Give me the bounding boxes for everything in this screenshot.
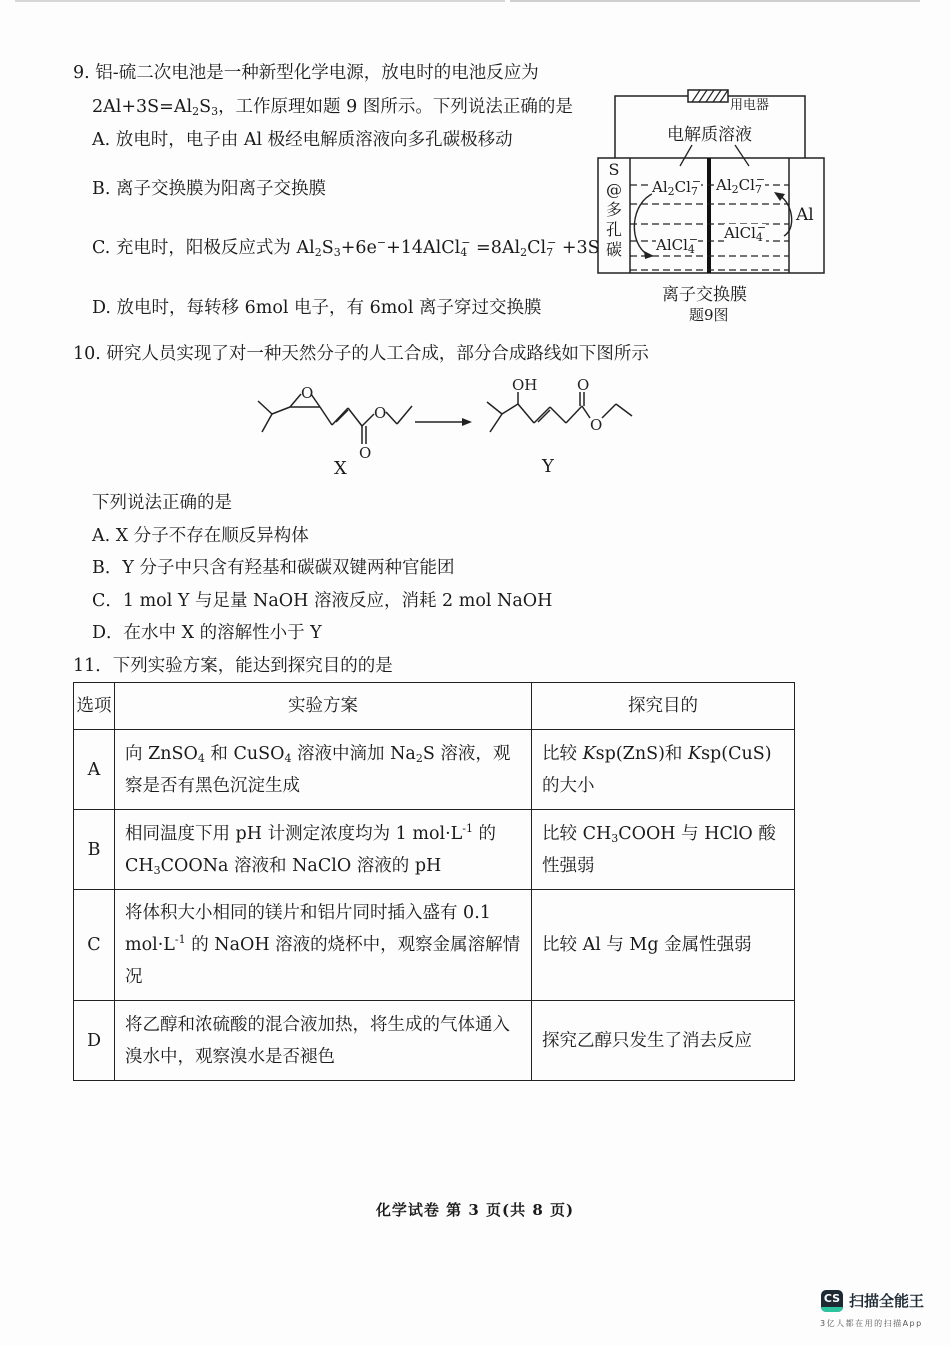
q9-option-d: D. 放电时，每转移 6mol 电子，有 6mol 离子穿过交换膜 [92,298,542,318]
ion-left-bottom: AlCl$_4$− [656,233,699,256]
q9-stem-line2 [92,96,573,118]
watermark-app-name: 扫描全能王 [849,1292,925,1310]
battery-diagram [592,88,832,328]
table-row [74,1001,795,1081]
atom-carbonyl-o-y: O [577,376,590,394]
row-goal: 探究乙醇只发生了消去反应 [532,1001,795,1081]
q10-number: 10. [73,344,101,364]
row-option: D [74,1001,115,1081]
atom-oh: OH [512,376,538,394]
q10-option-a: A. X 分子不存在顺反异构体 [92,526,309,546]
row-option: B [74,810,115,890]
q9-option-c-formula: $Al_2S_3+6e^-+14AlCl_4^- =8Al_2Cl_7^- +3S$ [296,236,600,259]
q9-number: 9. [73,63,90,83]
ion-right-top: $Al_2Cl_7^-$ [716,173,766,196]
q11-stem-text: 下列实验方案，能达到探究目的的是 [112,656,393,676]
row-goal: 比较 $CH_3COOH$ 与 HClO 酸性强弱 [532,810,795,890]
q9-stem-text: ，工作原理如题 9 图所示。下列说法正确的是 [218,97,573,117]
q11-stem [73,655,393,677]
subscript: 2 [192,105,200,118]
atom-epoxide-o: O [301,384,314,402]
header-goal: 探究目的 [532,683,795,730]
logo-text: CS [823,1292,841,1305]
header-plan: 实验方案 [115,683,532,730]
row-plan: 相同温度下用 pH 计测定浓度均为 1 $mol\cdot L^{-1}$ 的 $CH_3COONa$ 溶液和 NaClO 溶液的 pH [115,810,532,890]
page-footer: 化学试卷 第 3 页(共 8 页) [375,1201,575,1219]
row-plan: 将乙醇和浓硫酸的混合液加热，将生成的气体通入溴水中，观察溴水是否褪色 [115,1001,532,1081]
q10-stem-text: 研究人员实现了对一种天然分子的人工合成，部分合成路线如下图所示 [106,344,649,364]
scan-edge-line [15,0,505,2]
row-plan: 向 ZnSO$_4$ 和 CuSO$_4$ 溶液中滴加 $Na_2S$ 溶液，观察是否有黑色沉淀生成 [115,730,532,810]
q10-option-b: B．Y 分子中只含有羟基和碳碳双键两种官能团 [92,558,455,578]
formula-part: S [199,97,212,117]
q9-option-a: A. 放电时，电子由 Al 极经电解质溶液向多孔碳极移动 [92,130,513,150]
q10-option-c: C．1 mol Y 与足量 NaOH 溶液反应，消耗 2 mol NaOH [92,591,553,611]
ion-right-bottom: AlCl$_4$− [724,221,767,244]
reaction-structures [250,372,650,482]
subscript: 3 [211,105,219,118]
experiment-table [73,682,795,1081]
ion-left-top: $Al_2Cl_7^-$ [652,175,702,198]
q10-prompt: 下列说法正确的是 [92,493,232,513]
q9-option-c-text: C. 充电时，阳极反应式为 [92,238,297,258]
table-row [74,810,795,890]
atom-ester-o-x: O [374,404,387,422]
formula-part: 2Al+3S=Al [92,97,193,117]
q11-number: 11． [73,656,113,676]
camscanner-logo-icon [821,1290,843,1312]
left-electrode-label [602,160,626,260]
watermark-tagline: 3亿人都在用的扫描App [820,1319,923,1328]
row-plan: 将体积大小相同的镁片和铝片同时插入盛有 0.1 $mol\cdot L^{-1}$ 的 NaOH 溶液的烧杯中，观察金属溶解情况 [115,890,532,1001]
compound-y-label: Y [542,456,554,477]
logo-accent-bar [821,1307,843,1312]
right-electrode-label: Al [796,205,814,225]
table-header-row [74,683,795,730]
q9-option-b: B. 离子交换膜为阳离子交换膜 [92,179,326,199]
electrode-char: S [608,160,620,179]
row-option: A [74,730,115,810]
scan-edge-line [510,0,920,2]
membrane-label: 离子交换膜 [662,285,747,305]
q10-option-d: D．在水中 X 的溶解性小于 Y [92,623,322,643]
header-option: 选项 [74,683,115,730]
row-goal: 比较 Al 与 Mg 金属性强弱 [532,890,795,1001]
compound-x-label: X [334,458,347,479]
row-option: C [74,890,115,1001]
load-label: 用电器 [730,98,770,113]
electrolyte-label: 电解质溶液 [667,125,752,145]
electrode-char: 多 [605,200,622,219]
row-goal: 比较 Ksp(ZnS)和 Ksp(CuS)的大小 [532,730,795,810]
reaction-scheme [250,372,650,482]
table-row [74,730,795,810]
q9-stem-text: 铝-硫二次电池是一种新型化学电源，放电时的电池反应为 [95,63,539,83]
figure-caption: 题9图 [689,306,729,324]
electrode-char: @ [606,180,622,199]
q9-option-c [92,237,600,259]
q9-stem-line1 [73,62,539,84]
atom-ester-o-y: O [590,416,603,434]
q10-stem [73,343,649,365]
table-row [74,890,795,1001]
atom-carbonyl-o-x: O [359,444,372,462]
electrode-char: 碳 [605,240,622,259]
electrode-char: 孔 [605,220,622,239]
